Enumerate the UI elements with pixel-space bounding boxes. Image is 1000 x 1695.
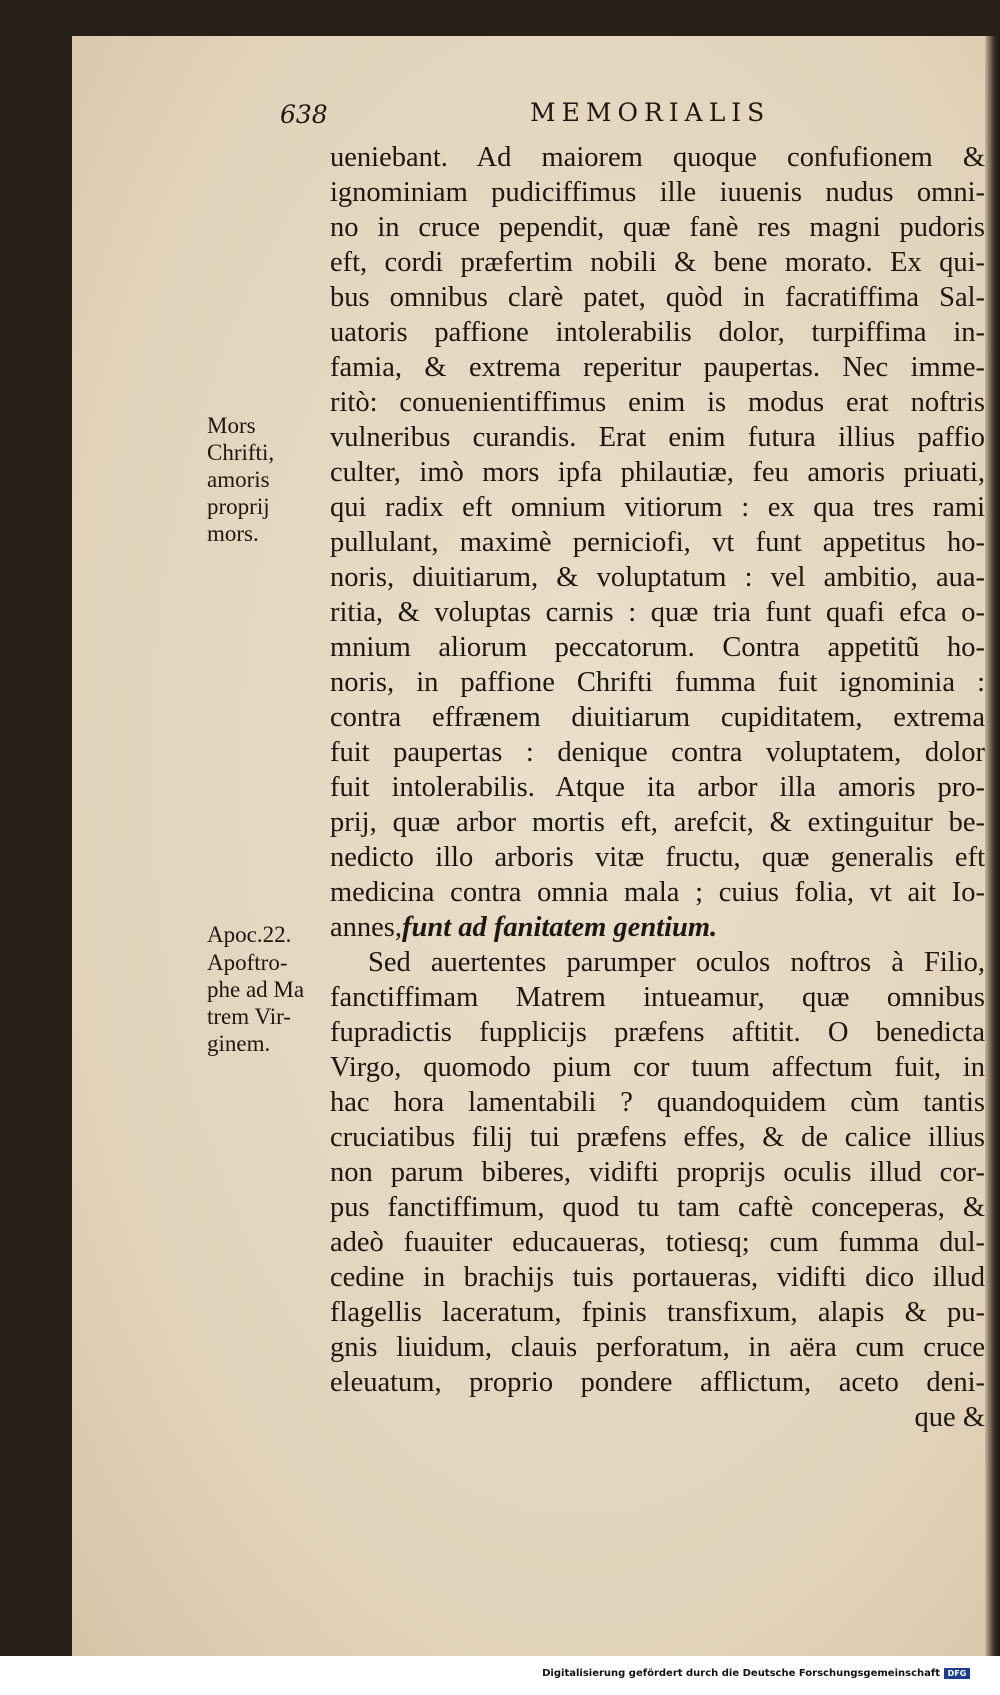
text-line: non parum biberes, vidifti proprijs oculis illud cor- [330, 1157, 985, 1188]
text-line: ignominiam pudiciffimus ille iuuenis nudus omni- [330, 177, 985, 208]
marginal-line: mors. [207, 521, 259, 546]
marginal-line: ginem. [207, 1031, 271, 1056]
text-line: uatoris paffione intolerabilis dolor, turpiffima in- [330, 317, 985, 348]
marginal-line: amoris [207, 467, 270, 492]
text-line: prij, quæ arbor mortis eft, arefcit, & extinguitur be- [330, 807, 985, 838]
text-line: contra effrænem diuitiarum cupiditatem, extrema [330, 702, 985, 733]
text-line: no in cruce pependit, quæ fanè res magni pudoris [330, 212, 985, 243]
text-line: flagellis laceratum, fpinis transfixum, alapis & pu- [330, 1297, 985, 1328]
text-line: ritò: conuenientiffimus enim is modus erat noftris [330, 387, 985, 418]
page-edge-shadow [985, 36, 1000, 1656]
text-line: noris, in paffione Chrifti fumma fuit ignominia : [330, 667, 985, 698]
text-line: fupradictis fupplicijs præfens aftitit. O benedicta [330, 1017, 985, 1048]
text-line: Virgo, quomodo pium cor tuum affectum fuit, in [330, 1052, 985, 1083]
text-line: ritia, & voluptas carnis : quæ tria funt quafi efca o- [330, 597, 985, 628]
marginal-note-apoc [207, 921, 322, 948]
marginal-line: Apoc.22. [207, 922, 292, 947]
marginal-line: phe ad Ma [207, 977, 305, 1002]
text-line: pus fanctiffimum, quod tu tam caftè conceperas, & [330, 1192, 985, 1223]
text-line: gnis liuidum, clauis perforatum, in aëra cum cruce [330, 1332, 985, 1363]
page-number: 638 [280, 100, 328, 129]
marginal-line: Apoftro- [207, 950, 288, 975]
text-line: eft, cordi præfertim nobili & bene morato. Ex qui- [330, 247, 985, 278]
text-line: qui radix eft omnium vitiorum : ex qua tres rami [330, 492, 985, 523]
marginal-note-mors [207, 412, 322, 547]
marginal-line: Chrifti, [207, 440, 275, 465]
text-line: mnium aliorum peccatorum. Contra appetitũ ho- [330, 632, 985, 663]
text-fragment: annes, [330, 912, 403, 943]
marginal-line: proprij [207, 494, 270, 519]
marginal-line: Mors [207, 413, 256, 438]
text-line: Sed auertentes parumper oculos noftros à Filio, [368, 947, 985, 978]
main-text-block [330, 140, 985, 1435]
text-line: noris, diuitiarum, & voluptatum : vel ambitio, aua- [330, 562, 985, 593]
text-line: nedicto illo arboris vitæ fructu, quæ generalis eft [330, 842, 985, 873]
text-line: hac hora lamentabili ? quandoquidem cùm tantis [330, 1087, 985, 1118]
catchword: que & [914, 1402, 985, 1433]
text-line: fuit intolerabilis. Atque ita arbor illa amoris pro- [330, 772, 985, 803]
marginal-line: trem Vir- [207, 1004, 291, 1029]
text-line: eleuatum, proprio pondere afflictum, aceto deni- [330, 1367, 985, 1398]
text-line: medicina contra omnia mala ; cuius folia, vt ait Io- [330, 877, 985, 908]
running-title: MEMORIALIS [530, 98, 771, 127]
credit-text: Digitalisierung gefördert durch die Deutsche Forschungsgemeinschaft [542, 1668, 940, 1679]
text-line: cedine in brachijs tuis portaueras, vidifti dico illud [330, 1262, 985, 1293]
text-line: culter, imò mors ipfa philautiæ, feu amoris priuati, [330, 457, 985, 488]
text-line: fuit paupertas : denique contra voluptatem, dolor [330, 737, 985, 768]
marginal-note-apostrophe [207, 949, 322, 1057]
text-line: bus omnibus clarè patet, quòd in facratiffima Sal- [330, 282, 985, 313]
text-line: cruciatibus filij tui præfens effes, & de calice illius [330, 1122, 985, 1153]
text-line: fanctiffimam Matrem intueamur, quæ omnibus [330, 982, 985, 1013]
text-line: adeò fuauiter educaueras, totiesq; cum fumma dul- [330, 1227, 985, 1258]
running-head [270, 96, 970, 136]
scripture-quote: funt ad fanitatem gentium. [402, 912, 718, 943]
text-line: pullulant, maximè perniciofi, vt funt appetitus ho- [330, 527, 985, 558]
digitization-credit [542, 1668, 970, 1679]
text-line: vulneribus curandis. Erat enim futura illius paffio [330, 422, 985, 453]
text-line: ueniebant. Ad maiorem quoque confufionem & [330, 142, 985, 173]
text-line: famia, & extrema reperitur paupertas. Nec imme- [330, 352, 985, 383]
text-line-with-quote [330, 910, 985, 945]
dfg-logo: DFG [944, 1668, 970, 1679]
